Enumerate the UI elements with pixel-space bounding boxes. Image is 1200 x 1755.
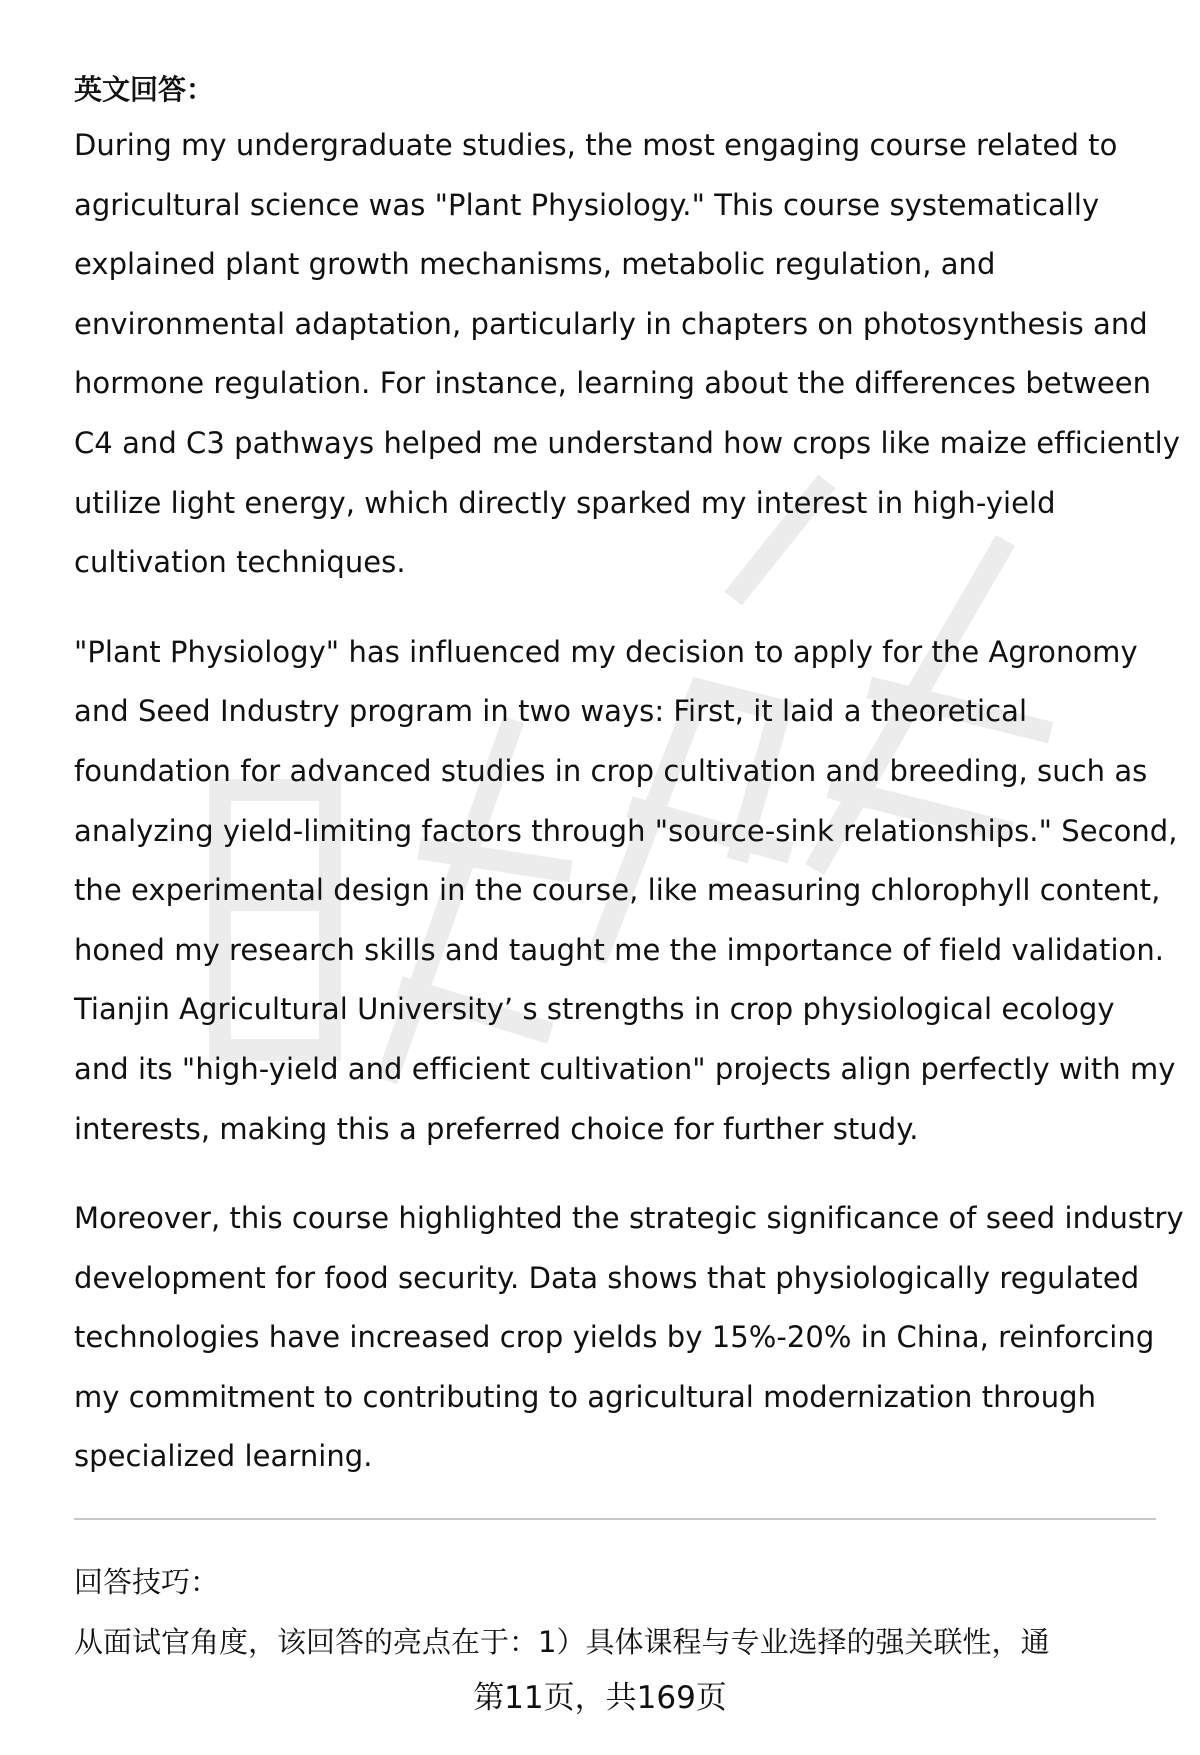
text-line: and Seed Industry program in two ways: First, it laid a theoretical	[74, 694, 1028, 729]
text-line: analyzing yield-limiting factors through "source-sink relationships." Second,	[74, 813, 1178, 848]
text-line: the experimental design in the course, like measuring chlorophyll content,	[74, 873, 1161, 908]
tips-text: 从面试官角度，该回答的亮点在于：1）具体课程与专业选择的强关联性，通	[74, 1625, 1050, 1659]
answer-paragraph-2	[74, 623, 1178, 1159]
text-line: During my undergraduate studies, the most engaging course related to	[74, 128, 1118, 162]
tips-title: 回答技巧：	[74, 1565, 220, 1599]
text-line: environmental adaptation, particularly in chapters on photosynthesis and	[74, 306, 1148, 341]
text-line: foundation for advanced studies in crop cultivation and breeding, such as	[74, 753, 1148, 788]
answer-paragraph-1	[74, 116, 1180, 593]
text-line: "Plant Physiology" has influenced my decision to apply for the Agronomy	[74, 634, 1138, 669]
text-line: C4 and C3 pathways helped me understand how crops like maize efficiently	[74, 425, 1180, 460]
text-line: honed my research skills and taught me the importance of field validation.	[74, 932, 1165, 967]
text-line: technologies have increased crop yields by 15%-20% in China, reinforcing	[74, 1320, 1155, 1355]
answer-paragraph-3	[74, 1189, 1184, 1487]
text-line: and its "high-yield and efficient cultivation" projects align perfectly with my	[74, 1051, 1176, 1086]
text-line: explained plant growth mechanisms, metabolic regulation, and	[74, 247, 996, 282]
text-line: my commitment to contributing to agricultural modernization through	[74, 1379, 1097, 1414]
section-title: 英文回答：	[74, 73, 215, 106]
text-line: development for food security. Data shows that physiologically regulated	[74, 1260, 1140, 1295]
answer-content	[74, 64, 1184, 1517]
section-divider	[74, 1518, 1156, 1520]
text-line: Tianjin Agricultural University’ s strengths in crop physiological ecology	[74, 992, 1115, 1027]
text-line: cultivation techniques.	[74, 545, 406, 580]
text-line: interests, making this a preferred choice for further study.	[74, 1111, 919, 1146]
text-line: utilize light energy, which directly sparked my interest in high-yield	[74, 485, 1056, 520]
text-line: hormone regulation. For instance, learning about the differences between	[74, 366, 1152, 401]
text-line: specialized learning.	[74, 1439, 373, 1474]
text-line: Moreover, this course highlighted the strategic significance of seed industry	[74, 1201, 1184, 1236]
text-line: agricultural science was "Plant Physiology." This course systematically	[74, 187, 1100, 222]
page-number: 第11页，共169页	[473, 1680, 727, 1716]
